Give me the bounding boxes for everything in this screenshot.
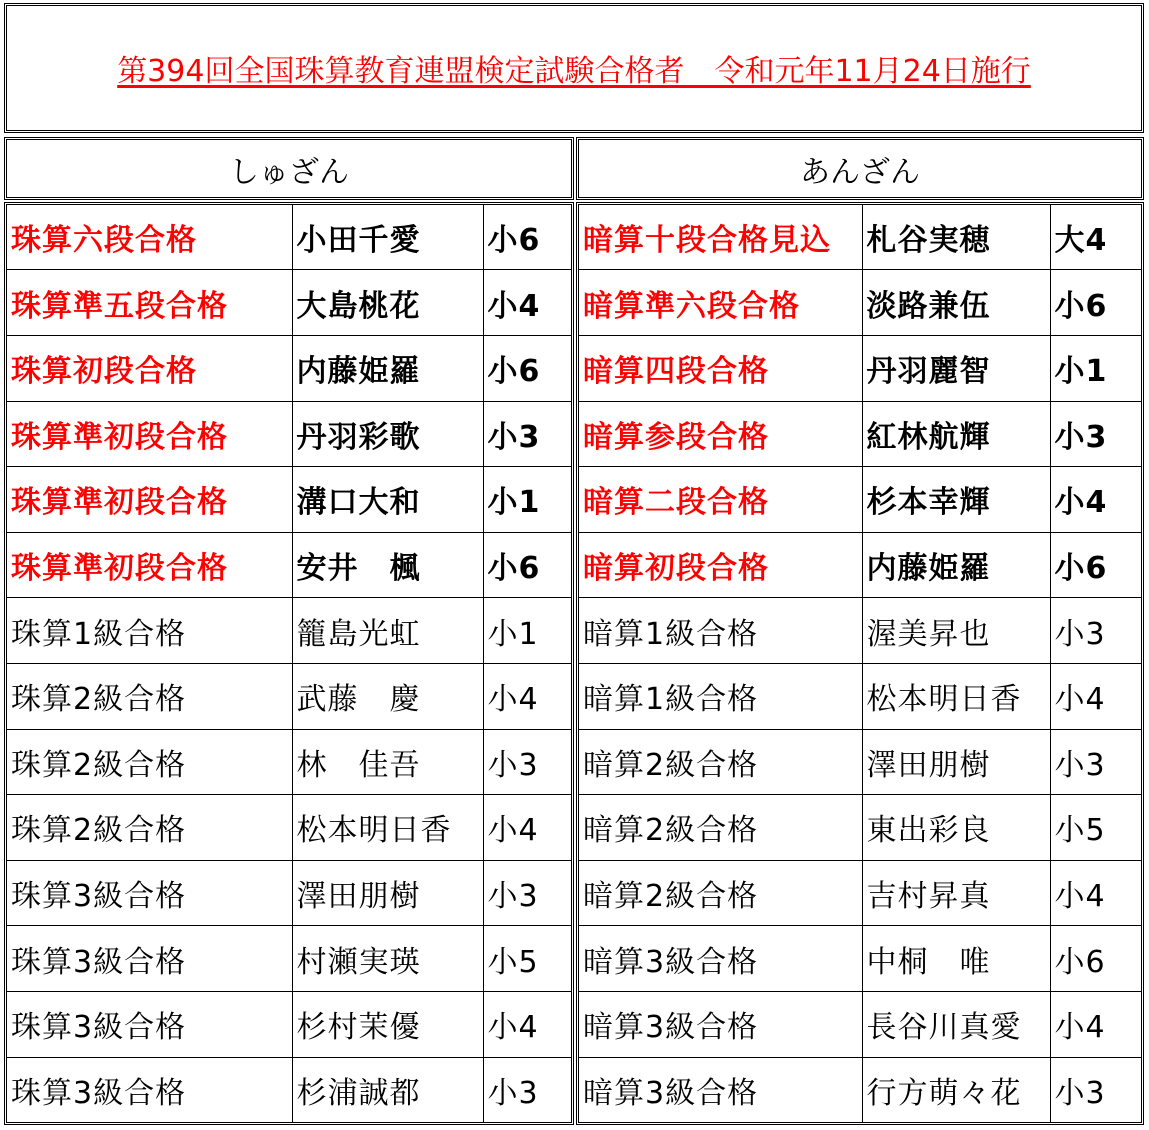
anzan-table-row (579, 663, 1141, 729)
anzan-grade-cell: 大4 (1050, 205, 1141, 270)
anzan-table-row (579, 598, 1141, 664)
anzan-rank-cell: 暗算初段合格 (579, 532, 862, 598)
shuzan-rank-cell: 珠算2級合格 (7, 663, 292, 729)
shuzan-table (4, 202, 574, 1125)
anzan-name-cell: 行方萌々花 (862, 1057, 1050, 1122)
anzan-grade-cell: 小3 (1050, 729, 1141, 795)
anzan-table-row (579, 467, 1141, 533)
anzan-grade-cell: 小4 (1050, 860, 1141, 926)
anzan-rank-cell: 暗算3級合格 (579, 1057, 862, 1122)
anzan-table-row (579, 1057, 1141, 1122)
anzan-grade-cell: 小4 (1050, 663, 1141, 729)
shuzan-name-cell: 丹羽彩歌 (292, 401, 483, 467)
anzan-name-cell: 紅林航輝 (862, 401, 1050, 467)
shuzan-grade-cell: 小3 (483, 860, 571, 926)
shuzan-rank-cell: 珠算準初段合格 (7, 532, 292, 598)
shuzan-grade-cell: 小5 (483, 926, 571, 992)
shuzan-rank-cell: 珠算3級合格 (7, 926, 292, 992)
shuzan-grade-cell: 小4 (483, 270, 571, 336)
shuzan-name-cell: 安井 楓 (292, 532, 483, 598)
shuzan-name-cell: 小田千愛 (292, 205, 483, 270)
anzan-grade-cell: 小3 (1050, 598, 1141, 664)
shuzan-table-row (7, 532, 571, 598)
anzan-grade-cell: 小5 (1050, 795, 1141, 861)
anzan-rank-cell: 暗算1級合格 (579, 598, 862, 664)
shuzan-name-cell: 澤田朋樹 (292, 860, 483, 926)
anzan-rank-cell: 暗算3級合格 (579, 926, 862, 992)
anzan-table-row (579, 335, 1141, 401)
anzan-table-row (579, 991, 1141, 1057)
anzan-name-cell: 淡路兼伍 (862, 270, 1050, 336)
shuzan-table-row (7, 205, 571, 270)
anzan-rank-cell: 暗算十段合格見込 (579, 205, 862, 270)
shuzan-rank-cell: 珠算六段合格 (7, 205, 292, 270)
anzan-table-row (579, 860, 1141, 926)
shuzan-grade-cell: 小4 (483, 991, 571, 1057)
anzan-grade-cell: 小4 (1050, 991, 1141, 1057)
shuzan-header-label: しゅざん (229, 154, 349, 190)
shuzan-table-row (7, 991, 571, 1057)
anzan-header-label: あんざん (800, 154, 920, 190)
anzan-table (576, 202, 1144, 1125)
anzan-name-cell: 杉本幸輝 (862, 467, 1050, 533)
shuzan-rank-cell: 珠算3級合格 (7, 860, 292, 926)
anzan-name-cell: 丹羽麗智 (862, 335, 1050, 401)
shuzan-grade-cell: 小4 (483, 795, 571, 861)
shuzan-grade-cell: 小1 (483, 598, 571, 664)
shuzan-table-row (7, 860, 571, 926)
shuzan-name-cell: 大島桃花 (292, 270, 483, 336)
anzan-rank-cell: 暗算2級合格 (579, 729, 862, 795)
shuzan-name-cell: 松本明日香 (292, 795, 483, 861)
shuzan-rank-cell: 珠算準初段合格 (7, 467, 292, 533)
anzan-rank-cell: 暗算2級合格 (579, 795, 862, 861)
shuzan-name-cell: 林 佳吾 (292, 729, 483, 795)
anzan-table-row (579, 401, 1141, 467)
anzan-name-cell: 東出彩良 (862, 795, 1050, 861)
shuzan-table-row (7, 270, 571, 336)
shuzan-name-cell: 杉浦誠都 (292, 1057, 483, 1122)
anzan-name-cell: 札谷実穂 (862, 205, 1050, 270)
anzan-rank-cell: 暗算1級合格 (579, 663, 862, 729)
shuzan-table-row (7, 335, 571, 401)
anzan-table-row (579, 729, 1141, 795)
anzan-table-row (579, 270, 1141, 336)
shuzan-table-row (7, 598, 571, 664)
shuzan-table-row (7, 1057, 571, 1122)
anzan-grade-cell: 小6 (1050, 270, 1141, 336)
shuzan-table-row (7, 401, 571, 467)
anzan-table-row (579, 926, 1141, 992)
shuzan-name-cell: 武藤 慶 (292, 663, 483, 729)
shuzan-header (4, 137, 574, 200)
shuzan-table-row (7, 926, 571, 992)
shuzan-rank-cell: 珠算3級合格 (7, 1057, 292, 1122)
anzan-table-row (579, 205, 1141, 270)
shuzan-grade-cell: 小3 (483, 729, 571, 795)
shuzan-table-row (7, 795, 571, 861)
anzan-grade-cell: 小4 (1050, 467, 1141, 533)
anzan-grade-cell: 小6 (1050, 926, 1141, 992)
anzan-name-cell: 松本明日香 (862, 663, 1050, 729)
anzan-table-row (579, 532, 1141, 598)
shuzan-grade-cell: 小6 (483, 205, 571, 270)
anzan-name-cell: 吉村昇真 (862, 860, 1050, 926)
shuzan-grade-cell: 小3 (483, 1057, 571, 1122)
shuzan-grade-cell: 小1 (483, 467, 571, 533)
anzan-name-cell: 中桐 唯 (862, 926, 1050, 992)
anzan-rank-cell: 暗算準六段合格 (579, 270, 862, 336)
shuzan-rank-cell: 珠算準初段合格 (7, 401, 292, 467)
anzan-name-cell: 長谷川真愛 (862, 991, 1050, 1057)
anzan-name-cell: 澤田朋樹 (862, 729, 1050, 795)
shuzan-name-cell: 内藤姫羅 (292, 335, 483, 401)
anzan-grade-cell: 小3 (1050, 1057, 1141, 1122)
anzan-rank-cell: 暗算二段合格 (579, 467, 862, 533)
anzan-header (576, 137, 1144, 200)
shuzan-rank-cell: 珠算初段合格 (7, 335, 292, 401)
page-title: 第394回全国珠算教育連盟検定試験合格者 令和元年11月24日施行 (117, 54, 1031, 89)
shuzan-grade-cell: 小6 (483, 532, 571, 598)
anzan-name-cell: 渥美昇也 (862, 598, 1050, 664)
anzan-table-row (579, 795, 1141, 861)
anzan-rank-cell: 暗算四段合格 (579, 335, 862, 401)
shuzan-grade-cell: 小6 (483, 335, 571, 401)
shuzan-rank-cell: 珠算3級合格 (7, 991, 292, 1057)
shuzan-name-cell: 籠島光虹 (292, 598, 483, 664)
shuzan-rank-cell: 珠算2級合格 (7, 795, 292, 861)
shuzan-rank-cell: 珠算1級合格 (7, 598, 292, 664)
shuzan-rank-cell: 珠算2級合格 (7, 729, 292, 795)
shuzan-rank-cell: 珠算準五段合格 (7, 270, 292, 336)
anzan-grade-cell: 小6 (1050, 532, 1141, 598)
shuzan-table-body (7, 205, 571, 1122)
shuzan-name-cell: 村瀬実瑛 (292, 926, 483, 992)
shuzan-name-cell: 溝口大和 (292, 467, 483, 533)
anzan-rank-cell: 暗算3級合格 (579, 991, 862, 1057)
shuzan-name-cell: 杉村茉優 (292, 991, 483, 1057)
anzan-table-body (579, 205, 1141, 1122)
anzan-rank-cell: 暗算参段合格 (579, 401, 862, 467)
anzan-grade-cell: 小3 (1050, 401, 1141, 467)
anzan-rank-cell: 暗算2級合格 (579, 860, 862, 926)
shuzan-table-row (7, 663, 571, 729)
shuzan-grade-cell: 小4 (483, 663, 571, 729)
shuzan-table-row (7, 729, 571, 795)
title-box (4, 3, 1144, 133)
shuzan-table-row (7, 467, 571, 533)
anzan-name-cell: 内藤姫羅 (862, 532, 1050, 598)
anzan-grade-cell: 小1 (1050, 335, 1141, 401)
shuzan-grade-cell: 小3 (483, 401, 571, 467)
